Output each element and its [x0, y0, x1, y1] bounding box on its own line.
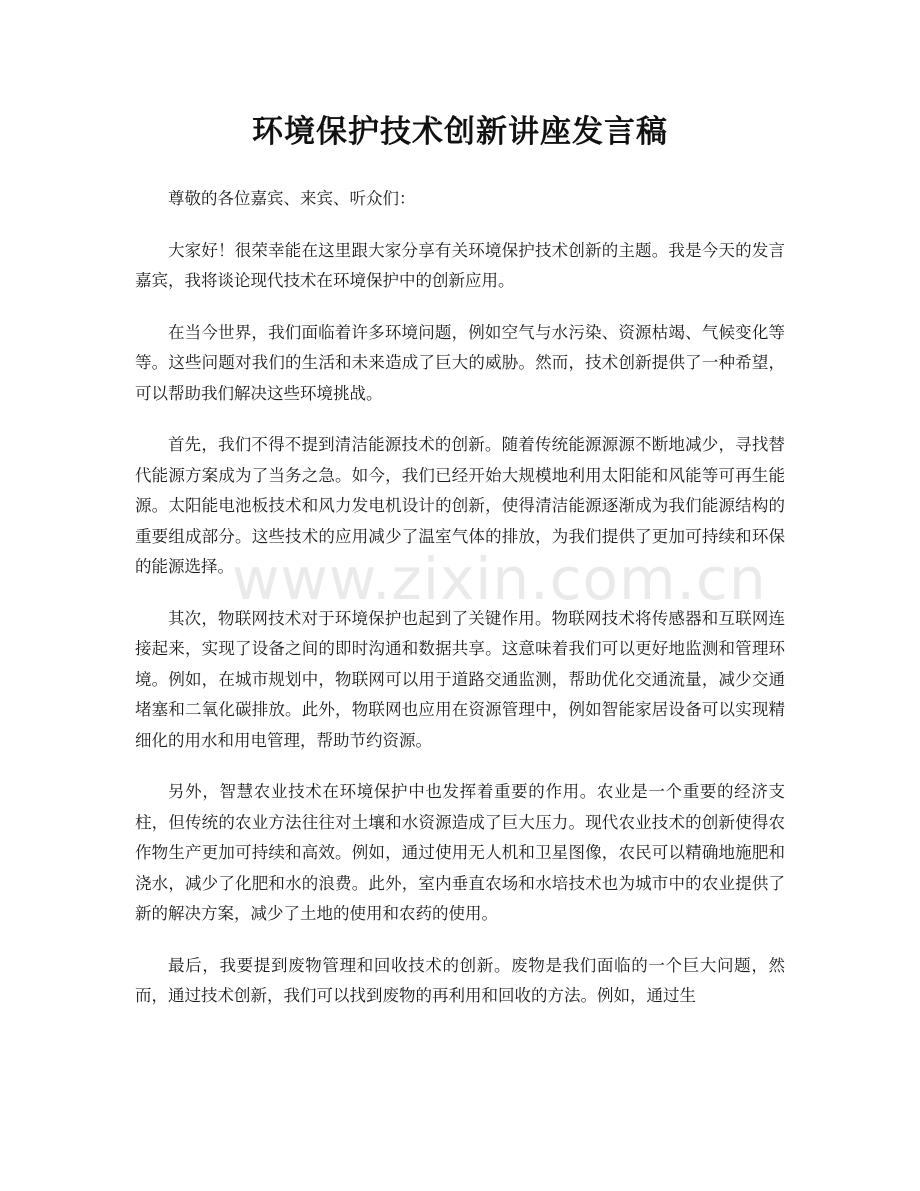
- paragraph-greeting: 尊敬的各位嘉宾、来宾、听众们：: [168, 189, 416, 208]
- paragraph-iot: 其次，物联网技术对于环境保护也起到了关键作用。物联网技术将传感器和互联网连接起来，实现了设备之间的即时沟通和数据共享。这意味着我们可以更好地监测和管理环境。例如，在城市规划中，物联网可以用于道路交通监测，帮助优化交通流量，减少交通堵塞和二氧化碳排放。此外，物联网也应用在资源管理中，例如智能家居设备可以实现精细化的用水和用电管理，帮助节约资源。: [135, 608, 785, 750]
- paragraph-waste-management: 最后，我要提到废物管理和回收技术的创新。废物是我们面临的一个巨大问题，然而，通过技术创新，我们可以找到废物的再利用和回收的方法。例如，通过生: [135, 955, 785, 1005]
- document-title: 环境保护技术创新讲座发言稿: [252, 114, 668, 150]
- watermark: www.zixin.com.cn: [232, 545, 767, 613]
- paragraph-intro: 大家好！很荣幸能在这里跟大家分享有关环境保护技术创新的主题。我是今天的发言嘉宾，我将谈论现代技术在环境保护中的创新应用。: [135, 240, 785, 290]
- paragraph-clean-energy: 首先，我们不得不提到清洁能源技术的创新。随着传统能源源源不断地减少，寻找替代能源方案成为了当务之急。如今，我们已经开始大规模地利用太阳能和风能等可再生能源。太阳能电池板技术和风力发电机设计的创新，使得清洁能源逐渐成为我们能源结构的重要组成部分。这些技术的应用减少了温室气体的排放，为我们提供了更加可持续和环保的能源选择。: [135, 435, 785, 576]
- paragraph-problems: 在当今世界，我们面临着许多环境问题，例如空气与水污染、资源枯竭、气候变化等等。这些问题对我们的生活和未来造成了巨大的威胁。然而，技术创新提供了一种希望，可以帮助我们解决这些环境挑战。: [135, 322, 785, 403]
- document-body: [135, 184, 785, 1033]
- paragraph-smart-agriculture: 另外，智慧农业技术在环境保护中也发挥着重要的作用。农业是一个重要的经济支柱，但传统的农业方法往往对土壤和水资源造成了巨大压力。现代农业技术的创新使得农作物生产更加可持续和高效。例如，通过使用无人机和卫星图像，农民可以精确地施肥和浇水，减少了化肥和水的浪费。此外，室内垂直农场和水培技术也为城市中的农业提供了新的解决方案，减少了土地的使用和农药的使用。: [135, 782, 785, 923]
